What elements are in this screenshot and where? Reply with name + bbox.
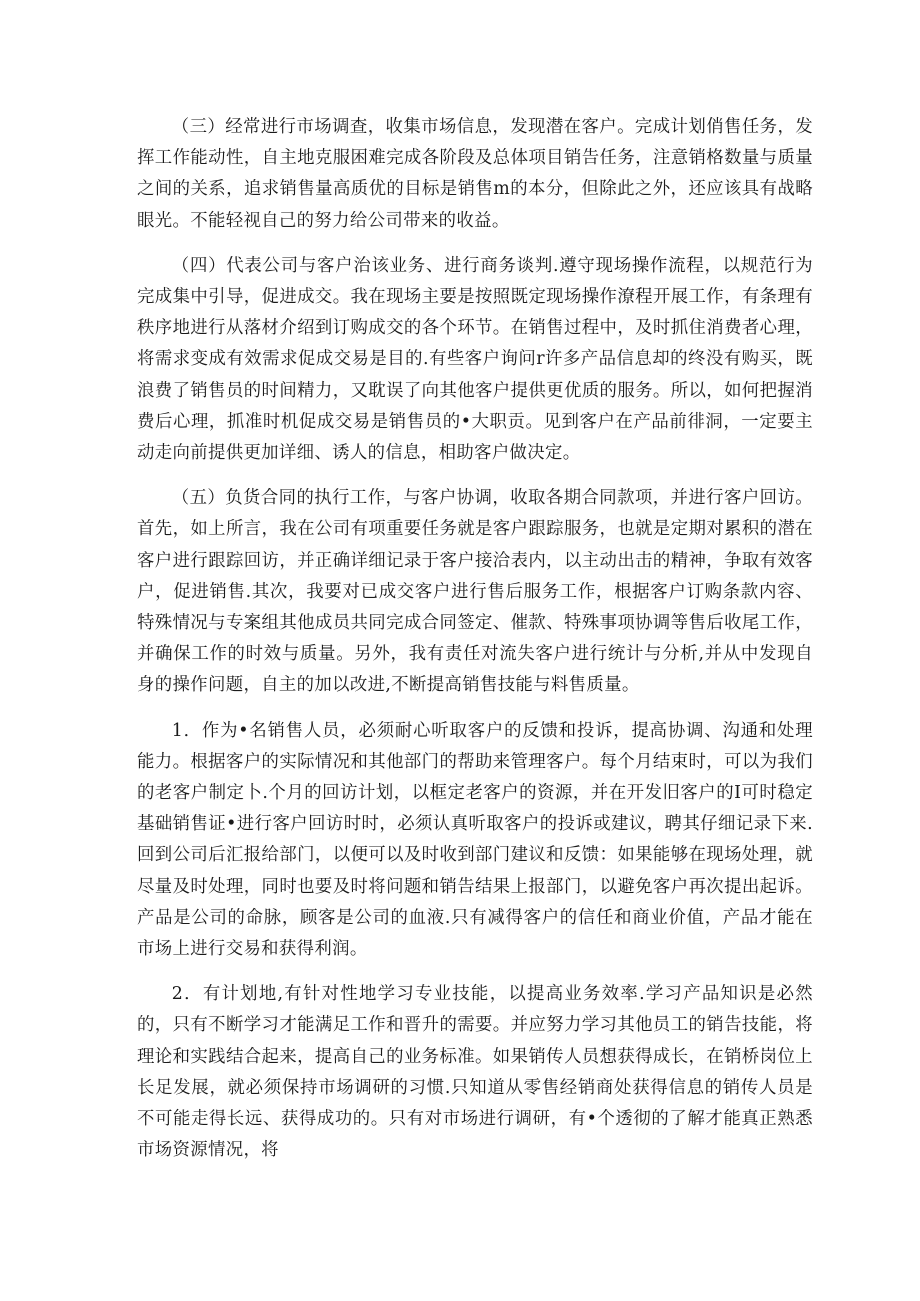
paragraph-item-1-customer-feedback: 1．作为•名销售人员，必须耐心听取客户的反馈和投诉，提高协调、沟通和处理能力。根据客户的实际情况和其他部门的帮助来管理客户。每个月结束时，可以为我们的老客户制定卜.个月的回访计划，以框定老客户的资源，并在开发旧客户的I可时稳定基础销售证•进行客户回访时时，必须认真听取客户的投诉或建议，聘其仔细记录下来.回到公司后汇报给部门，以便可以及时收到部门建议和反馈：如果能够在现场处理，就尽量及时处理，同时也要及时将问题和销告结果上报部门，以避免客户再次提出起诉。产品是公司的命脉，顾客是公司的血液.只有减得客户的信任和商业价值，产品才能在市场上进行交易和获得利润。	[137, 720, 813, 960]
document-page	[137, 112, 813, 1167]
paragraph-market-research: （三）经常进行市场调查，收集市场信息，发现潜在客户。完成计划俏售任务，发挥工作能动性，自主地克服困难完成各阶段及总体项目销告任务，注意销格数量与质量之间的关系，追求销售量高质优的目标是销售m的本分，但除此之外，还应该具有战略眼光。不能轻视自己的努力给公司带来的收益。	[137, 117, 813, 231]
paragraph-business-negotiation: （四）代表公司与客户治该业务、进行商务谈判.遵守现场操作流程，以规范行为完成集中引导，促进成交。我在现场主要是按照既定现场操作潦程开展工作，有条理有秩序地进行从落材介绍到订购成交的各个环节。在销售过程中，及时抓住消费者心理，将需求变成有效需求促成交易是目的.有些客户询问r许多产品信息却的终没有购买，既浪费了销售员的时间精力，又耽误了向其他客户提供更优质的服务。所以，如何把握消费后心理，抓准时机促成交易是销售员的•大职贡。见到客户在产品前徘洞，一定要主动走向前提供更加详细、诱人的信息，相助客户做决定。	[137, 255, 813, 464]
paragraph-contract-execution: （五）负货合同的执行工作，与客户协调，收取各期合同款项，并进行客户回访。首先，如上所言，我在公司有项重要任务就是客户跟踪服务，也就是定期对累积的潜在客户进行跟踪回访，并正确详细记录于客户接洽表内，以主动出击的精神，争取有效客户，促进销售.其次，我要对已成交客户进行售后服务工作，根据客户订购条款内容、特殊情况与专案组其他成员共同完成合同签定、催款、特殊事项协调等售后收尾工作，并确保工作的时效与质量。另外，我有责任对流失客户进行统计与分析,并从中发现自身的操作问题，自主的加以改进,不断提高销售技能与料售质量。	[137, 488, 813, 696]
paragraph-item-2-skill-learning: 2．有计划地,有针对性地学习专业技能，以提高业务效率.学习产品知识是必然的，只有不断学习才能满足工作和晋升的需要。并应努力学习其他员工的销告技能，将理论和实践结合起来，提高自己的业务标准。如果销传人员想获得成长，在销桥岗位上长足发展，就必须保持市场调研的习惯.只知道从零售经销商处获得信息的销传人员是不可能走得长远、获得成功的。只有对市场进行调研，有•个透彻的了解才能真正熟悉市场资源情况，将	[137, 984, 813, 1161]
